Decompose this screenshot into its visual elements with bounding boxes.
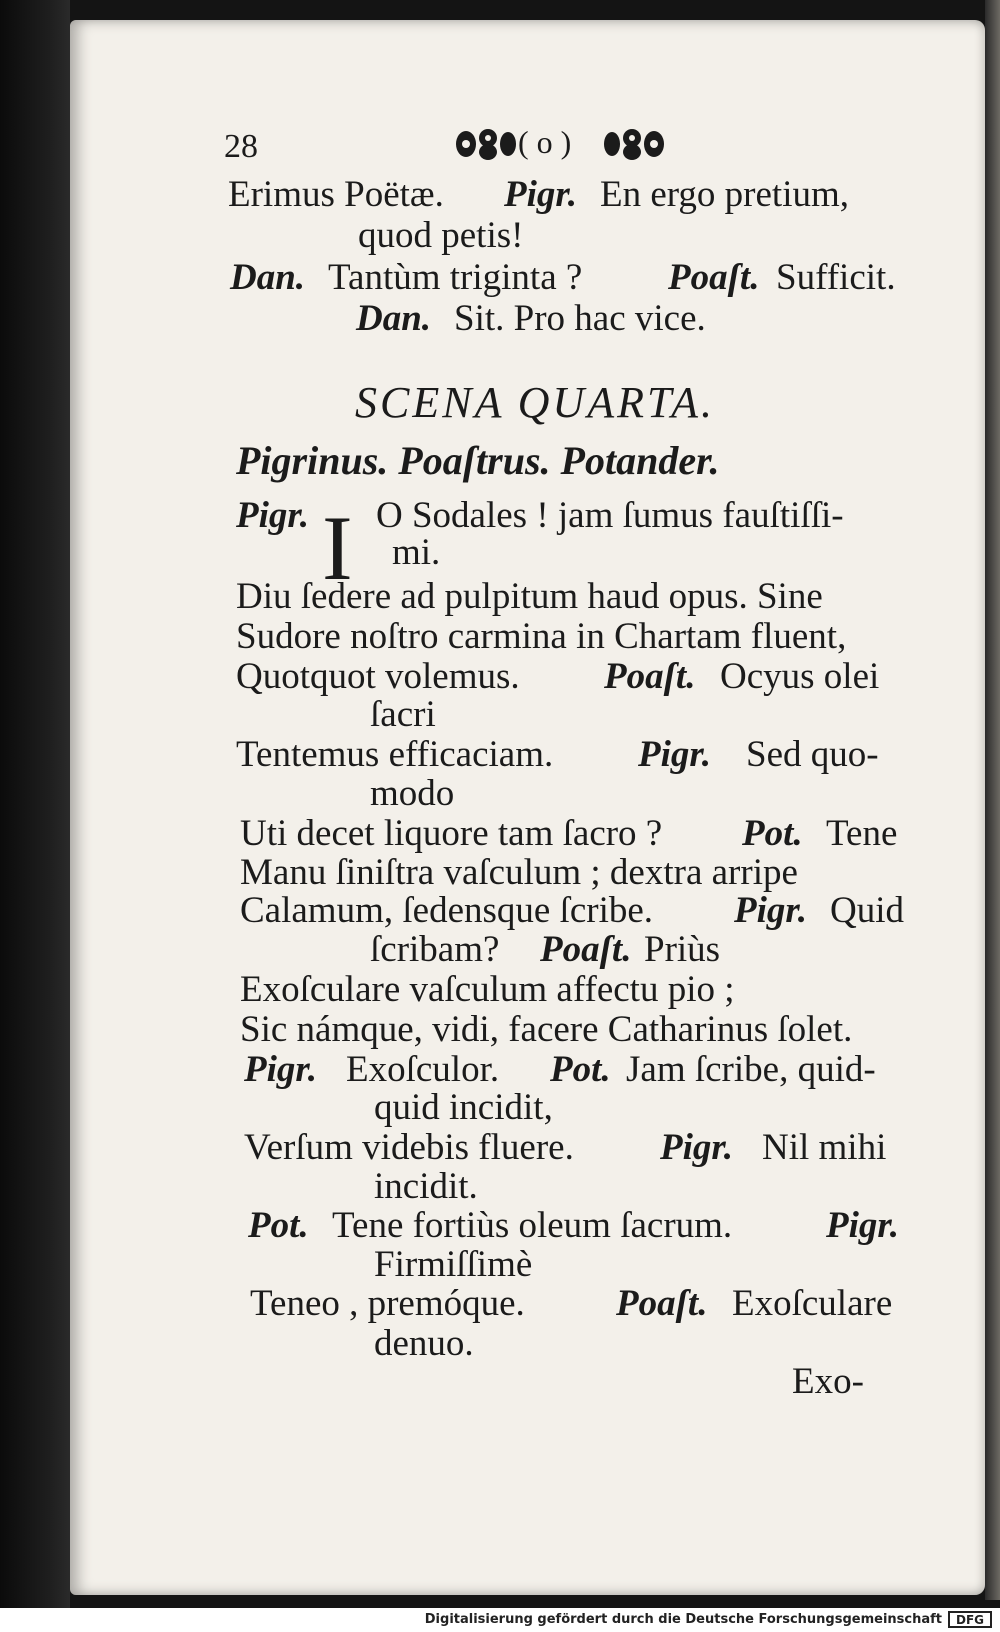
text-line: Sed quo- <box>746 734 879 775</box>
header-ornament-text: ( o ) <box>518 124 572 160</box>
header-ornament <box>452 122 668 166</box>
footer-credit: Digitalisierung gefördert durch die Deutsche Forschungsgemeinschaft <box>424 1612 942 1627</box>
text-line: Priùs <box>644 929 721 970</box>
text-line: O Sodales ! jam ſumus fauſtiſſi- <box>376 495 844 536</box>
text-line: Exoſculor. <box>346 1049 500 1090</box>
text-line: Jam ſcribe, quid- <box>626 1049 876 1090</box>
speaker-label: Poaſt. <box>616 1283 708 1324</box>
speaker-label: Poaſt. <box>668 257 760 298</box>
page-number: 28 <box>224 128 258 165</box>
scene-title: SCENA QUARTA. <box>355 378 716 427</box>
text-line: Tene fortiùs oleum ſacrum. <box>332 1205 733 1246</box>
book-page <box>70 20 985 1595</box>
text-line: Exoſculare <box>732 1283 893 1324</box>
speaker-label: Pigr. <box>236 495 309 536</box>
text-line: quod petis! <box>358 215 524 256</box>
digitization-footer <box>0 1608 1000 1632</box>
catchword: Exo- <box>792 1361 864 1402</box>
speaker-label: Pigr. <box>244 1049 317 1090</box>
text-line: Manu ſiniſtra vaſculum ; dextra arripe <box>240 852 798 893</box>
text-line: Teneo , premóque. <box>250 1283 525 1324</box>
text-line: mi. <box>392 532 441 573</box>
text-line: Tantùm triginta ? <box>328 257 583 298</box>
text-line: Erimus Poëtæ. <box>228 174 444 215</box>
speaker-label: Pot. <box>248 1205 309 1246</box>
scan-left-margin <box>0 0 70 1632</box>
speaker-label: Pigr. <box>826 1205 899 1246</box>
text-line: Uti decet liquore tam ſacro ? <box>240 813 663 854</box>
scan-right-edge <box>985 0 1000 1600</box>
text-line: Calamum, ſedensque ſcribe. <box>240 890 654 931</box>
speaker-label: Pigr. <box>660 1127 733 1168</box>
text-line: Sudore noſtro carmina in Chartam fluent, <box>236 616 847 657</box>
text-line: Firmiſſimè <box>374 1244 533 1285</box>
text-line: Verſum videbis fluere. <box>244 1127 574 1168</box>
speaker-label: Poaſt. <box>540 929 632 970</box>
text-line: Sufficit. <box>776 257 896 298</box>
drop-cap: I <box>322 497 353 599</box>
speaker-label: Dan. <box>230 257 306 298</box>
speaker-label: Pigr. <box>734 890 807 931</box>
speaker-label: Pigr. <box>504 174 577 215</box>
text-line: Quid <box>830 890 904 931</box>
text-line: ſcribam? <box>370 929 500 970</box>
text-line: Tene <box>826 813 898 854</box>
text-line: Quotquot volemus. <box>236 656 520 697</box>
text-line: Nil mihi <box>762 1127 887 1168</box>
text-line: ſacri <box>370 694 436 735</box>
speaker-label: Poaſt. <box>604 656 696 697</box>
text-line: En ergo pretium, <box>600 174 850 215</box>
speaker-label: Pot. <box>742 813 803 854</box>
text-line: incidit. <box>374 1166 478 1207</box>
speaker-label: Pigr. <box>638 734 711 775</box>
text-line: quid incidit, <box>374 1087 553 1128</box>
text-line: Tentemus efficaciam. <box>236 734 554 775</box>
dfg-logo: DFG <box>948 1611 992 1628</box>
text-line: Sic námque, vidi, facere Catharinus ſolet. <box>240 1009 853 1050</box>
text-line: Ocyus olei <box>720 656 880 697</box>
text-line: modo <box>370 773 455 814</box>
text-line: Sit. Pro hac vice. <box>454 298 706 339</box>
speaker-label: Dan. <box>356 298 432 339</box>
dramatis-personae: Pigrinus. Poaſtrus. Potander. <box>236 438 720 483</box>
text-line: denuo. <box>374 1323 474 1364</box>
text-line: Diu ſedere ad pulpitum haud opus. Sine <box>236 576 823 617</box>
speaker-label: Pot. <box>550 1049 611 1090</box>
text-line: Exoſculare vaſculum affectu pio ; <box>240 969 735 1010</box>
